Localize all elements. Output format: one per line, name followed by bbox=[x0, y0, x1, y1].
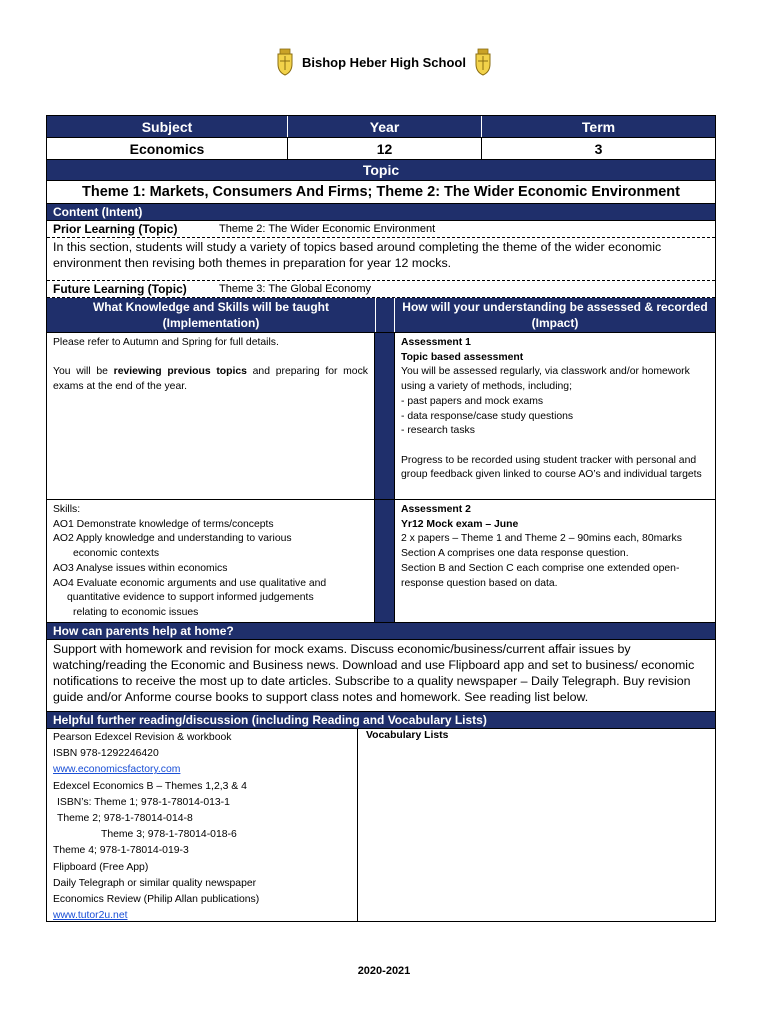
reading-item: Economics Review (Philip Allan publications) bbox=[53, 894, 260, 906]
reading-heading: Helpful further reading/discussion (including Reading and Vocabulary Lists) bbox=[47, 712, 715, 729]
subject-value: Economics bbox=[47, 138, 288, 159]
future-learning-row bbox=[47, 281, 715, 298]
column-divider bbox=[375, 333, 395, 499]
future-learning-value: Theme 3: The Global Economy bbox=[219, 283, 372, 295]
year-label: Year bbox=[288, 116, 482, 137]
reading-item: ISBN’s: Theme 1; 978-1-78014-013-1 bbox=[57, 796, 230, 808]
intro-text: In this section, students will study a variety of topics based around completing the theme of the wider economic environment then revising both themes in preparation for year 12 mocks. bbox=[47, 238, 715, 281]
future-learning-label: Future Learning (Topic) bbox=[53, 282, 187, 296]
page-header bbox=[0, 44, 768, 80]
reading-item: Flipboard (Free App) bbox=[53, 861, 149, 873]
assessment2-line2: Section A comprises one data response question. bbox=[401, 548, 629, 560]
parents-text: Support with homework and revision for mock exams. Discuss economic/business/current affair issues by watching/reading the Economic and Business news. Download and use Flipboard app and set to business/ economic notifications to receive the most up to date articles. Subscribe to a quality newspaper – Daily Telegraph. Buy revision guide and/or Anforme course books to support class notes and homework. See reading list below. bbox=[47, 640, 715, 712]
reading-list bbox=[47, 729, 358, 921]
year-value: 12 bbox=[288, 138, 482, 159]
reading-item: Theme 3; 978-1-78014-018-6 bbox=[101, 829, 237, 841]
implementation-header-row bbox=[47, 298, 715, 333]
assessment1-item: - data response/case study questions bbox=[401, 410, 574, 422]
economicsfactory-link[interactable]: www.economicsfactory.com bbox=[53, 764, 181, 776]
assessment2-title: Assessment 2 bbox=[401, 504, 471, 515]
subject-header-row bbox=[47, 116, 715, 138]
assessment1-item: - past papers and mock exams bbox=[401, 395, 544, 407]
skills-assessment2-row bbox=[47, 500, 715, 623]
skill-ao1: AO1 Demonstrate knowledge of terms/concepts bbox=[53, 518, 274, 530]
subject-label: Subject bbox=[47, 116, 288, 137]
footer-year: 2020-2021 bbox=[357, 965, 411, 977]
assessment1-cell bbox=[395, 333, 715, 499]
skill-ao2-cont: economic contexts bbox=[73, 548, 160, 560]
prior-learning-label: Prior Learning (Topic) bbox=[53, 222, 178, 236]
assessment1-progress: Progress to be recorded using student tracker with personal and group feedback given linked to course AO’s and individual targets bbox=[401, 454, 702, 481]
prior-learning-value: Theme 2: The Wider Economic Environment bbox=[219, 223, 436, 235]
theme-title: Theme 1: Markets, Consumers And Firms; Theme 2: The Wider Economic Environment bbox=[47, 181, 715, 204]
skill-ao4: AO4 Evaluate economic arguments and use qualitative and bbox=[53, 577, 327, 589]
column-divider bbox=[375, 298, 395, 332]
tutor2u-link[interactable]: www.tutor2u.net bbox=[53, 910, 128, 922]
assessment2-subtitle: Yr12 Mock exam – June bbox=[401, 518, 519, 530]
content-intent-heading: Content (Intent) bbox=[47, 204, 715, 221]
reading-item: ISBN 978-1292246420 bbox=[53, 748, 159, 760]
skills-heading: Skills: bbox=[53, 504, 81, 515]
reading-item: Pearson Edexcel Revision & workbook bbox=[53, 732, 232, 743]
school-crest-icon bbox=[276, 48, 294, 76]
knowledge-assessment1-row bbox=[47, 333, 715, 500]
reading-item: Daily Telegraph or similar quality newspaper bbox=[53, 877, 257, 889]
skill-ao3: AO3 Analyse issues within economics bbox=[53, 562, 228, 574]
skills-cell bbox=[47, 500, 375, 622]
skill-ao4-cont: relating to economic issues bbox=[73, 606, 199, 618]
reading-item: Theme 4; 978-1-78014-019-3 bbox=[53, 845, 189, 857]
skill-ao2: AO2 Apply knowledge and understanding to various bbox=[53, 533, 292, 545]
reading-item: Theme 2; 978-1-78014-014-8 bbox=[57, 813, 193, 825]
term-value: 3 bbox=[594, 140, 603, 157]
implementation-heading: What Knowledge and Skills will be taught (Implementation) bbox=[92, 300, 329, 330]
subject-values-row bbox=[47, 138, 715, 160]
assessment2-cell bbox=[395, 500, 715, 622]
assessment1-item: - research tasks bbox=[401, 425, 475, 437]
skill-ao4-cont: quantitative evidence to support informed judgements bbox=[67, 592, 314, 604]
assessment2-line3: Section B and Section C each comprise one extended open-response question based on data. bbox=[401, 562, 680, 589]
parents-heading: How can parents help at home? bbox=[47, 623, 715, 640]
prior-learning-row bbox=[47, 221, 715, 238]
impact-heading: How will your understanding be assessed & recorded (Impact) bbox=[402, 300, 708, 330]
vocabulary-lists-label: Vocabulary Lists bbox=[366, 730, 449, 741]
reading-item: Edexcel Economics B – Themes 1,2,3 & 4 bbox=[53, 780, 247, 792]
knowledge-line1: Please refer to Autumn and Spring for full details. bbox=[53, 337, 279, 348]
knowledge-line2: You will be reviewing previous topics and preparing for mock exams at the end of the year. bbox=[53, 366, 368, 393]
assessment1-text: You will be assessed regularly, via classwork and/or homework using a variety of methods, including; bbox=[401, 366, 690, 393]
school-name: Bishop Heber High School bbox=[302, 54, 466, 70]
term-label: Term bbox=[581, 118, 616, 135]
reading-row bbox=[47, 729, 715, 921]
assessment2-line1: 2 x papers – Theme 1 and Theme 2 – 90mins each, 80marks bbox=[401, 533, 682, 545]
knowledge-cell bbox=[47, 333, 375, 499]
school-crest-icon bbox=[474, 48, 492, 76]
assessment1-subtitle: Topic based assessment bbox=[401, 351, 524, 363]
column-divider bbox=[375, 500, 395, 622]
curriculum-table bbox=[46, 115, 716, 922]
assessment1-title: Assessment 1 bbox=[401, 337, 471, 348]
topic-label: Topic bbox=[47, 160, 715, 181]
